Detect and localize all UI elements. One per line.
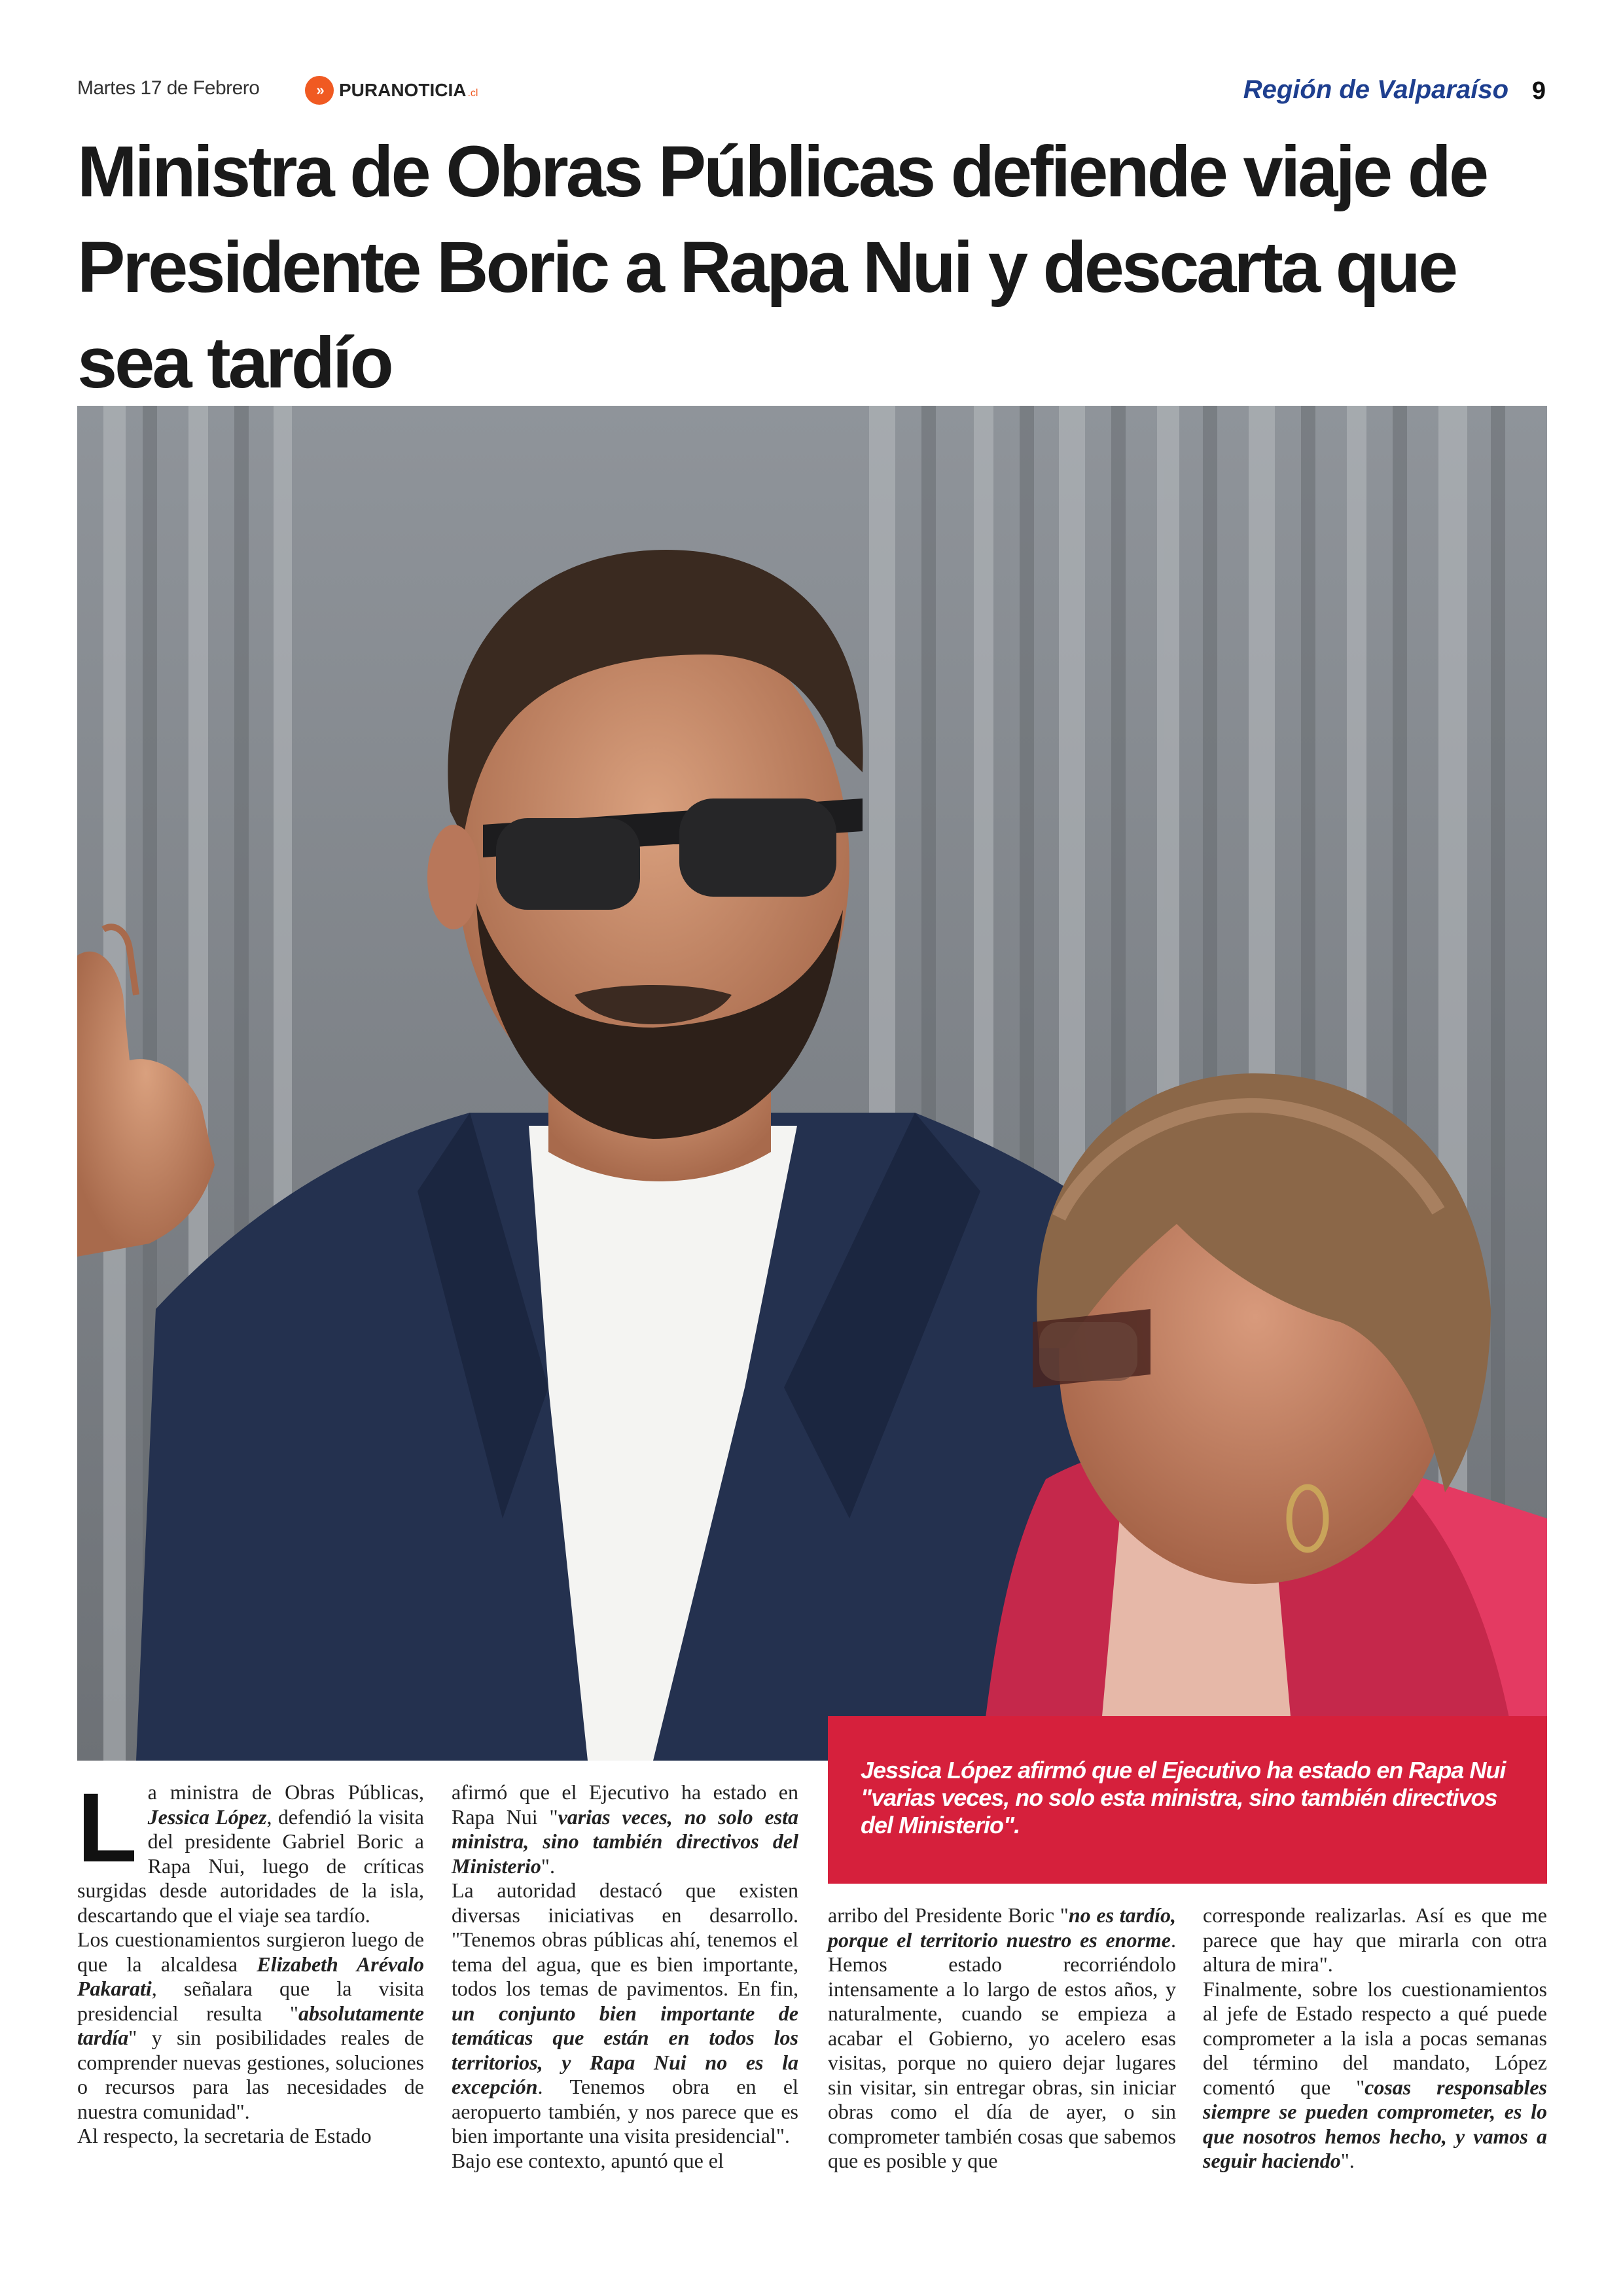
article-text-column-2 <box>452 1780 798 2173</box>
text-run: cosas responsables siempre se pueden comprometer, es lo que nosotros hemos hecho, y vamos a seguir haciendo <box>1203 2075 1547 2172</box>
text-run: " y sin posibilidades reales de comprender nuevas gestiones, soluciones o recursos para las necesidades de nuestra comunidad". <box>77 2026 424 2123</box>
article-column-4 <box>1203 1903 1547 2174</box>
article-text-column-4 <box>1203 1903 1547 2174</box>
text-run: ". <box>1340 2149 1355 2172</box>
text-run: . Hemos estado recorriéndolo intensamente a lo largo de estos años, y naturalmente, cuando se empieza a acabar el Gobierno, yo acelero esas visitas, porque no quiero dejar lugares sin visitar, sin entregar obras, sin iniciar obras como el día de ayer, o sin comprometer también cosas que sabemos que es posible y que <box>828 1928 1176 2172</box>
text-run: afirmó que el Ejecutivo ha estado en Rapa Nui " <box>452 1780 798 1829</box>
article-photo <box>77 406 1547 1761</box>
text-run: Finalmente, sobre los cuestionamientos al jefe de Estado respecto a qué puede comprometer a la isla a pocas semanas del término del mandato, López comentó que " <box>1203 1977 1547 2099</box>
text-run: Jessica López <box>147 1804 267 1829</box>
text-run: corresponde realizarlas. Así es que me parece que hay que mirarla con otra altura de mira". <box>1203 1903 1547 1976</box>
article-text-column-3 <box>828 1903 1176 2174</box>
brand-logo[interactable] <box>305 76 478 105</box>
logo-text: PURANOTICIA <box>339 80 467 100</box>
text-run: . Tenemos obra en el aeropuerto también, y nos parece que es bien importante una visita presidencial". <box>452 2075 798 2147</box>
photo-caption: Jessica López afirmó que el Ejecutivo ha estado en Rapa Nui "varias veces, no solo esta ministra, sino también directivos del Ministerio". <box>828 1716 1547 1884</box>
logo-suffix: .cl <box>467 88 478 99</box>
text-run: a ministra de Obras Públicas, <box>147 1780 424 1804</box>
text-run: absolutamente tardía <box>77 2001 424 2049</box>
article-column-2 <box>452 1780 798 2173</box>
text-run: Elizabeth Arévalo Pakarati <box>77 1952 425 2000</box>
article-column-3 <box>828 1903 1176 2174</box>
text-run: , señalara que la visita presidencial resulta " <box>77 1977 424 2025</box>
article-column-1 <box>77 1772 425 2149</box>
issue-date: Martes 17 de Febrero <box>77 77 260 99</box>
text-run: La autoridad destacó que existen diversas iniciativas en desarrollo. "Tenemos obras públicas ahí, tenemos el tema del agua, que es bien importante, todos los temas de pavimentos. En fin, <box>452 1878 798 2000</box>
logo-arrows-icon: » <box>305 76 334 105</box>
text-run: Al respecto, la secretaria de Estado <box>77 2124 372 2147</box>
text-run: ". <box>541 1854 555 1878</box>
text-run: no es tardío, porque el territorio nuestro es enorme <box>828 1903 1176 1952</box>
section-title: Región de Valparaíso <box>1243 75 1508 104</box>
text-run: Bajo ese contexto, apuntó que el <box>452 2148 724 2172</box>
text-run: arribo del Presidente Boric " <box>828 1903 1069 1927</box>
text-run: varias veces, no solo esta ministra, sino también directivos del Ministerio <box>452 1804 799 1878</box>
text-run: , defendió la visita del presidente Gabriel Boric a Rapa Nui, luego de críticas surgidas desde autoridades de la isla, descartando que el viaje sea tardío. <box>77 1804 425 1927</box>
drop-cap: L <box>77 1772 137 1882</box>
text-run: Los cuestionamientos surgieron luego de que la alcaldesa <box>77 1928 424 1976</box>
text-run: un conjunto bien importante de temáticas que están en todos los territorios, y Rapa Nui no es la excepción <box>452 2001 798 2098</box>
article-headline: Ministra de Obras Públicas defiende viaje de Presidente Boric a Rapa Nui y descarta que sea tardío <box>77 132 1487 403</box>
page-number: 9 <box>1531 77 1546 105</box>
